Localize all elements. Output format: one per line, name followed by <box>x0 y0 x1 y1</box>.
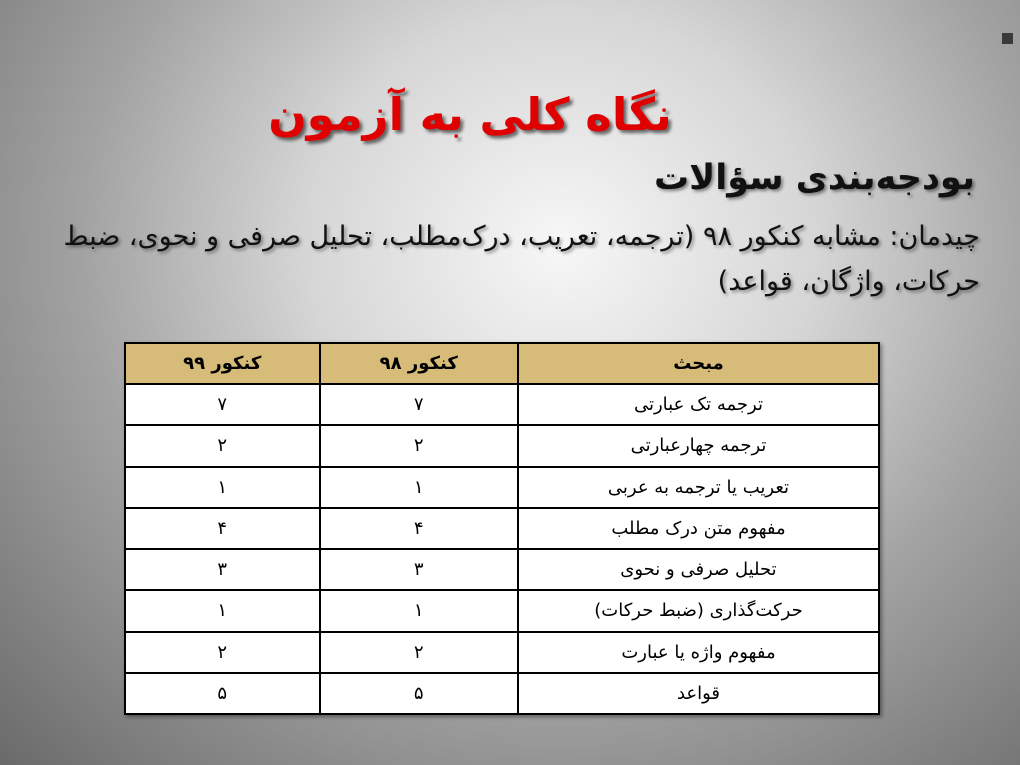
table-row <box>125 632 879 673</box>
question-budget-table <box>124 342 880 715</box>
table-row <box>125 673 879 714</box>
cell-topic: مفهوم واژه یا عبارت <box>518 632 879 673</box>
cell-topic: ترجمه تک عبارتی <box>518 384 879 425</box>
cell-konkur-98: ۷ <box>320 384 518 425</box>
cell-konkur-99: ۷ <box>125 384 320 425</box>
cell-konkur-98: ۳ <box>320 549 518 590</box>
cell-topic: مفهوم متن درک مطلب <box>518 508 879 549</box>
slide-body-text: چیدمان: مشابه کنکور ۹۸ (ترجمه، تعریب، درک‌مطلب، تحلیل صرفی و نحوی، ضبط حرکات، واژگان، قواعد) <box>63 221 980 297</box>
cell-topic: قواعد <box>518 673 879 714</box>
cell-konkur-99: ۴ <box>125 508 320 549</box>
header-topic: مبحث <box>518 343 879 384</box>
table-header-row <box>125 343 879 384</box>
header-konkur-98: کنکور ۹۸ <box>320 343 518 384</box>
cell-konkur-99: ۱ <box>125 467 320 508</box>
table-row <box>125 590 879 631</box>
cell-topic: تحلیل صرفی و نحوی <box>518 549 879 590</box>
cell-konkur-98: ۲ <box>320 425 518 466</box>
header-konkur-99: کنکور ۹۹ <box>125 343 320 384</box>
cell-topic: حرکت‌گذاری (ضبط حرکات) <box>518 590 879 631</box>
cell-konkur-98: ۱ <box>320 467 518 508</box>
cell-konkur-98: ۱ <box>320 590 518 631</box>
cell-konkur-99: ۲ <box>125 632 320 673</box>
table-row <box>125 467 879 508</box>
cell-konkur-99: ۵ <box>125 673 320 714</box>
cell-konkur-99: ۲ <box>125 425 320 466</box>
slide-subheading: بودجه‌بندی سؤالات <box>654 158 975 198</box>
cell-konkur-98: ۲ <box>320 632 518 673</box>
table-row <box>125 508 879 549</box>
table-row <box>125 384 879 425</box>
slide-title: نگاه کلی به آزمون <box>268 88 672 141</box>
corner-square-icon <box>1002 33 1013 44</box>
table-row <box>125 425 879 466</box>
cell-konkur-99: ۱ <box>125 590 320 631</box>
cell-topic: ترجمه چهارعبارتی <box>518 425 879 466</box>
cell-konkur-98: ۴ <box>320 508 518 549</box>
cell-konkur-98: ۵ <box>320 673 518 714</box>
cell-konkur-99: ۳ <box>125 549 320 590</box>
table-row <box>125 549 879 590</box>
cell-topic: تعریب یا ترجمه به عربی <box>518 467 879 508</box>
